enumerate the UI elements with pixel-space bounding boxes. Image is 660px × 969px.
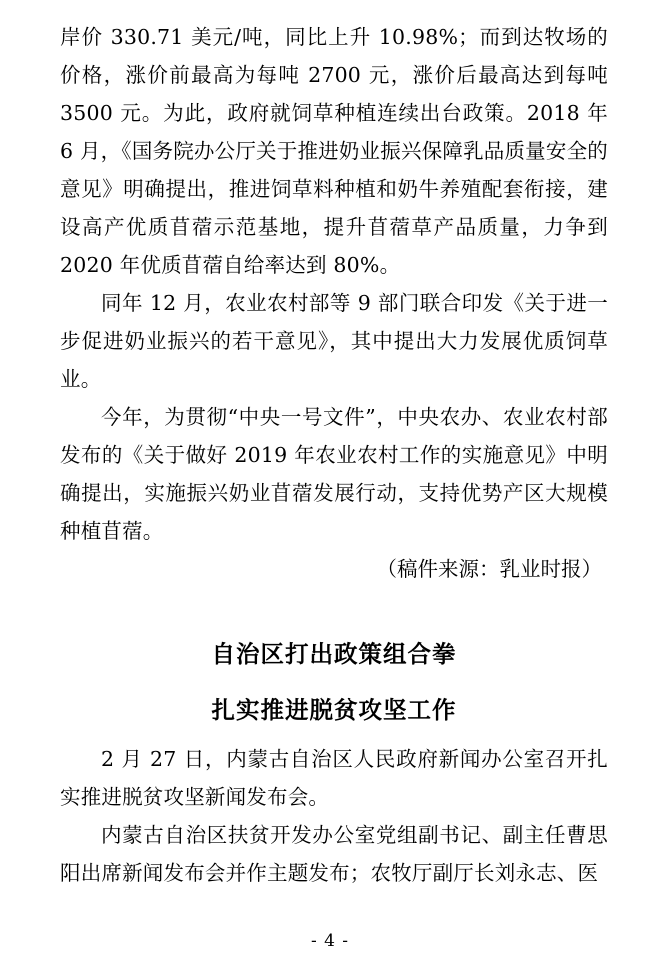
body-paragraph-5: 内蒙古自治区扶贫开发办公室党组副书记、副主任曹思阳出席新闻发布会并作主题发布；农牧厅副厅长刘永志、医 [60,823,608,885]
body-paragraph-1: 岸价 330.71 美元/吨，同比上升 10.98%；而到达牧场的价格，涨价前最高为每吨 2700 元，涨价后最高达到每吨 3500 元。为此，政府就饲草种植连续出台政策。2018 年 6 月，《国务院办公厅关于推进奶业振兴保障乳品质量安全的意见》明确提出，推进饲草料种植和奶牛养殖配套衔接，建设高产优质苜蓿示范基地，提升苜蓿草产品质量，力争到 2020 年优质苜蓿自给率达到 80%。 [60,25,608,277]
body-paragraph-4: 2 月 27 日，内蒙古自治区人民政府新闻办公室召开扎实推进脱贫攻坚新闻发布会。 [60,747,608,809]
source-note: （稿件来源：乳业时报） [376,557,602,581]
article-title-line-2: 扎实推进脱贫攻坚工作 [211,696,457,724]
article-title-line-1: 自治区打出政策组合拳 [211,640,457,668]
article-heading-group [60,634,608,730]
body-paragraph-2: 同年 12 月，农业农村部等 9 部门联合印发《关于进一步促进奶业振兴的若干意见》，其中提出大力发展优质饲草业。 [60,291,608,391]
page-number-footer: - 4 - [310,931,350,951]
body-paragraph-3: 今年，为贯彻“中央一号文件”，中央农办、农业农村部发布的《关于做好 2019 年农业农村工作的实施意见》中明确提出，实施振兴奶业苜蓿发展行动，支持优势产区大规模种植苜蓿。 [60,405,608,543]
